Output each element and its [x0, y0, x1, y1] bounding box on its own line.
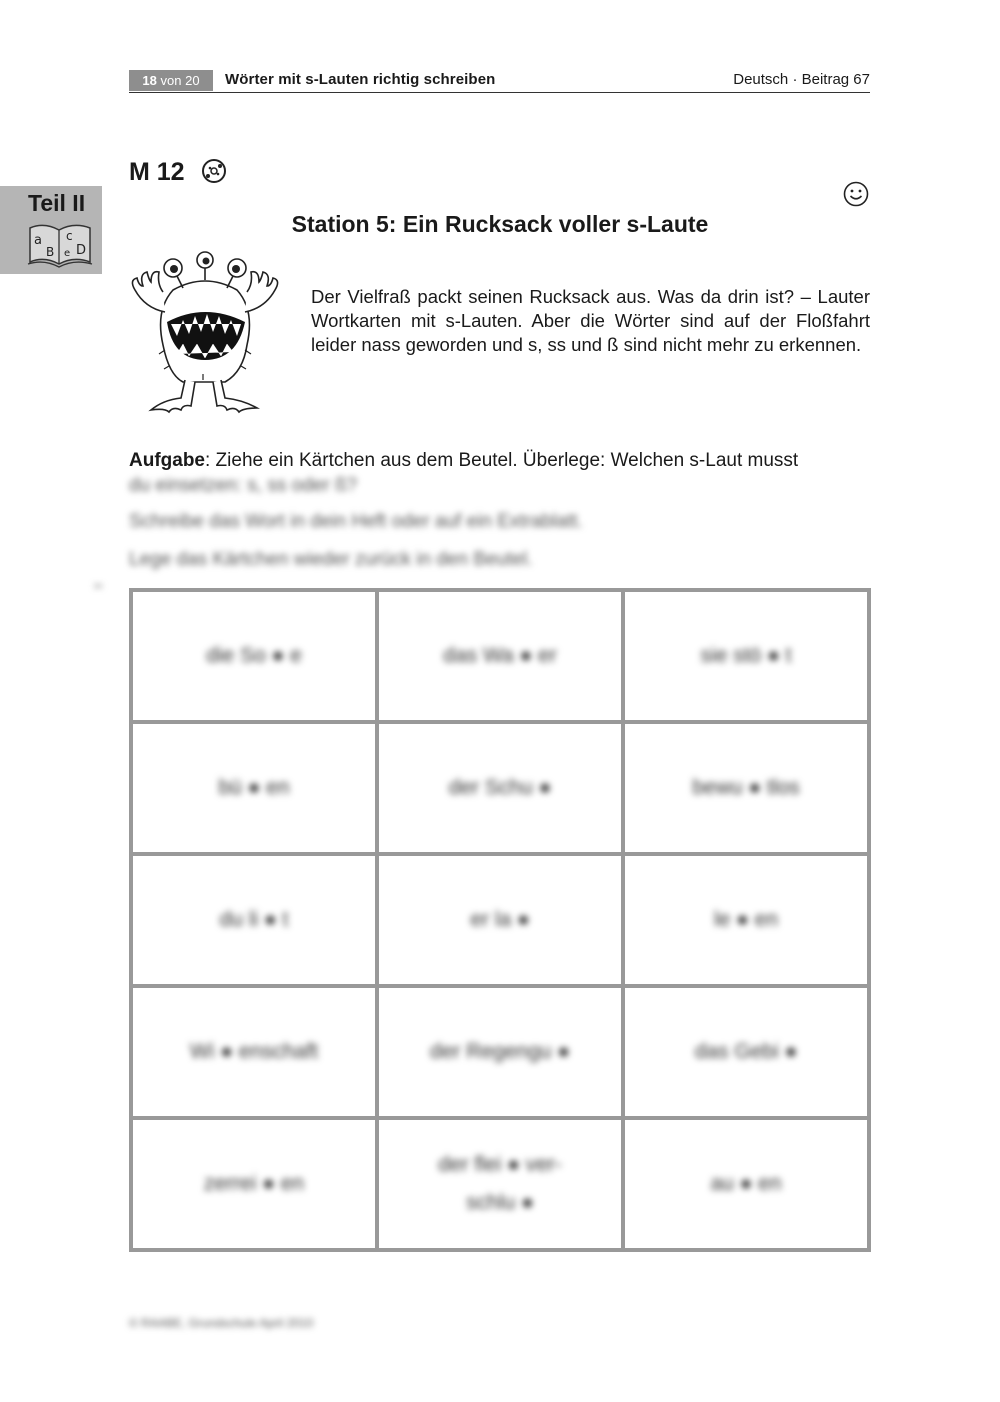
word-card: er la ● [377, 854, 623, 986]
page-of: von 20 [160, 73, 200, 88]
station-title: Station 5: Ein Rucksack voller s-Laute [291, 211, 709, 237]
section-tab-label: Teil II [28, 190, 86, 216]
word-card: bewu ● tlos [623, 722, 869, 854]
scissors-icon: ✂ [94, 581, 104, 593]
abc-book-icon [26, 218, 94, 270]
page-header [129, 70, 870, 93]
task-line-2: du einsetzen: s, ss oder ß? [129, 475, 358, 496]
word-card: der Regengu ● [377, 986, 623, 1118]
task-label: Aufgabe [129, 450, 205, 471]
word-card-grid [129, 588, 871, 1252]
word-card: bü ● en [131, 722, 377, 854]
document-title: Wörter mit s-Lauten richtig schreiben [225, 71, 496, 88]
series-label: Deutsch · Beitrag 67 [733, 71, 870, 88]
material-label: M 12 [129, 158, 185, 186]
svg-text:a: a [34, 233, 42, 248]
word-card: der flei ● ver- schlu ● [377, 1118, 623, 1250]
word-card: das Wa ● er [377, 590, 623, 722]
word-card: au ● en [623, 1118, 869, 1250]
monster-illustration [125, 250, 285, 418]
word-card: das Gebi ● [623, 986, 869, 1118]
intro-paragraph: Der Vielfraß packt seinen Rucksack aus. Was da drin ist? – Lauter Wortkarten mit s-Lauten. Aber die Wörter sind auf der Floßfahrt leider nass geworden und s, ss und ß sind nicht mehr zu erkennen. [311, 286, 870, 355]
cd-icon [200, 157, 228, 185]
smiley-icon [843, 181, 869, 207]
word-card: der Schu ● [377, 722, 623, 854]
word-card: Wi ● enschaft [131, 986, 377, 1118]
page-indicator [129, 70, 213, 91]
section-tab [0, 186, 102, 274]
svg-text:e: e [64, 248, 71, 259]
word-card: zerrei ● en [131, 1118, 377, 1250]
task-line-1 [129, 449, 870, 473]
word-card: le ● en [623, 854, 869, 986]
word-card: die So ● e [131, 590, 377, 722]
svg-text:c: c [66, 229, 73, 243]
page-current: 18 [142, 73, 157, 88]
word-card: sie stö ● t [623, 590, 869, 722]
task-text-1: : Ziehe ein Kärtchen aus dem Beutel. Überlege: Welchen s-Laut musst [205, 450, 799, 471]
word-card: du li ● t [131, 854, 377, 986]
footer-copyright: © RAABE, Grundschule April 2010 [129, 1316, 314, 1330]
task-line-4: Lege das Kärtchen wieder zurück in den Beutel. [129, 549, 533, 570]
task-line-3: Schreibe das Wort in dein Heft oder auf ein Extrablatt. [129, 511, 583, 532]
svg-text:B: B [46, 245, 55, 259]
svg-text:D: D [76, 243, 87, 258]
